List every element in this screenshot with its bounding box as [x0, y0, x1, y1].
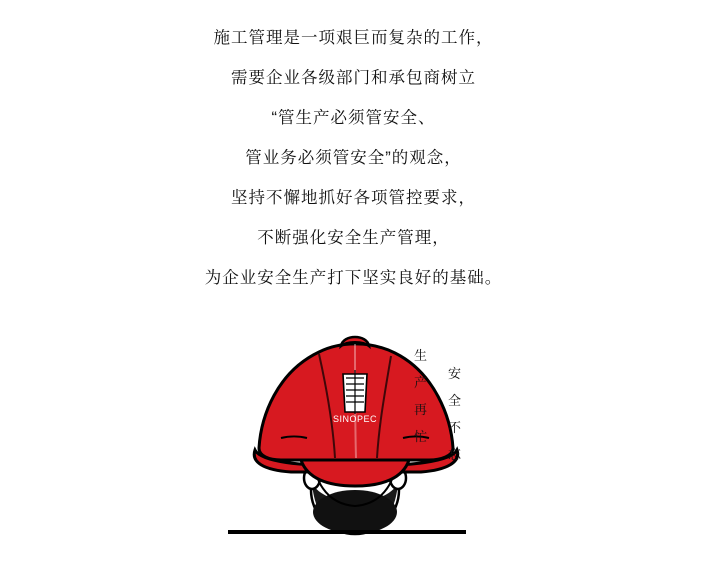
slogan-char: 产	[414, 375, 428, 390]
vertical-slogan	[408, 342, 488, 502]
paragraph-block	[0, 18, 707, 298]
slogan-column-1	[414, 342, 427, 450]
slogan-char: 全	[448, 393, 462, 408]
paragraph-line: “管生产必须管安全、	[271, 109, 436, 127]
paragraph-line: 施工管理是一项艰巨而复杂的工作，	[213, 29, 494, 47]
paragraph-line: 为企业安全生产打下坚实良好的基础。	[204, 269, 503, 287]
paragraph-line: 不断强化安全生产管理，	[257, 229, 450, 247]
paragraph-line: 坚持不懈地抓好各项管控要求，	[231, 189, 476, 207]
slogan-char: 不	[448, 420, 462, 435]
illustration-area	[0, 320, 707, 575]
slogan-char: 再	[414, 402, 428, 417]
slogan-char: 安	[448, 366, 462, 381]
slogan-column-2	[448, 360, 461, 468]
paragraph-line: 管业务必须管安全”的观念，	[245, 149, 462, 167]
slogan-char: 忙	[414, 429, 428, 444]
slogan-char: 忘	[448, 447, 462, 462]
slogan-char: 生	[414, 348, 428, 363]
paragraph-line: 需要企业各级部门和承包商树立	[231, 69, 476, 87]
ground-line	[228, 530, 466, 534]
svg-text:SINOPEC: SINOPEC	[332, 414, 378, 424]
